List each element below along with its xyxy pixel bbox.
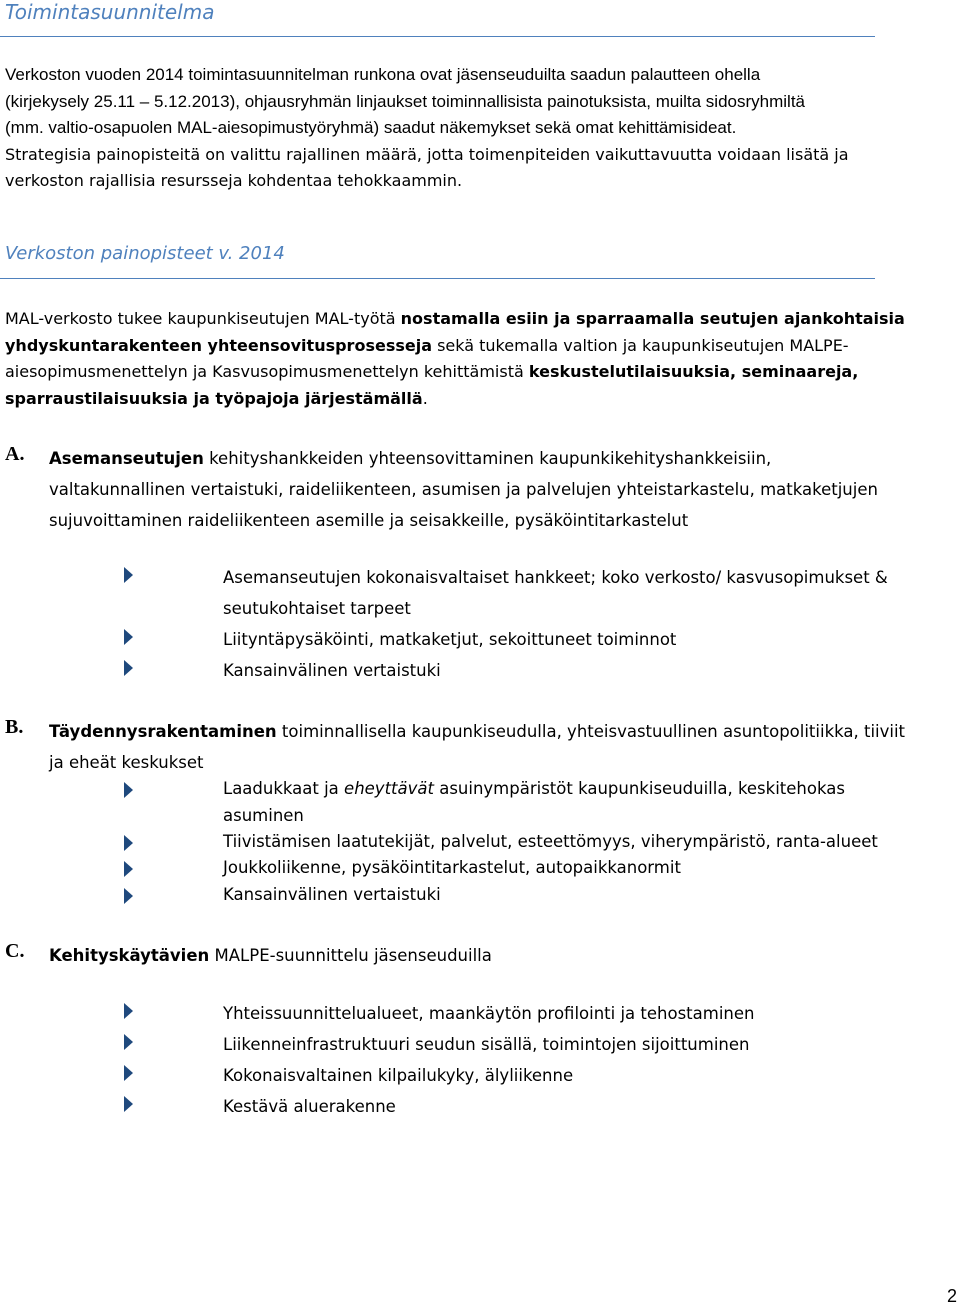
page-title: Toimintasuunnitelma xyxy=(5,0,215,24)
bullet-text: Kansainvälinen vertaistuki xyxy=(223,661,441,680)
mal-text: aiesopimusmenettelyn ja Kasvusopimusmenettelyn kehittämistä xyxy=(5,362,529,381)
mal-text: . xyxy=(422,388,428,408)
bullet-text: Asemanseutujen kokonaisvaltaiset hankkeet; koko verkosto/ kasvusopimukset & xyxy=(223,568,888,587)
arrow-bullet-icon xyxy=(124,660,133,676)
section-a-line: sujuvoittaminen raideliikenteen asemille ja seisakkeille, pysäköintitarkastelut xyxy=(49,511,689,530)
bullet-text: Kansainvälinen vertaistuki xyxy=(223,885,441,904)
section-b-letter: B. xyxy=(5,716,24,738)
section-heading: Verkoston painopisteet v. 2014 xyxy=(5,243,285,264)
arrow-bullet-icon xyxy=(124,835,133,851)
arrow-bullet-icon xyxy=(124,782,133,798)
heading-rule xyxy=(0,278,875,279)
arrow-bullet-icon xyxy=(124,1096,133,1112)
heading-rule xyxy=(0,36,875,37)
section-c-text xyxy=(49,940,954,971)
mal-paragraph xyxy=(5,306,955,412)
intro-line: Verkoston vuoden 2014 toimintasuunnitelman runkona ovat jäsenseuduilta saadun palautteen ohella xyxy=(5,65,761,84)
section-a-bold: Asemanseutujen xyxy=(49,449,204,468)
mal-bold-text: nostamalla esiin ja sparraamalla seutujen ajankohtaisia xyxy=(400,309,905,328)
intro-line: (kirjekysely 25.11 – 5.12.2013), ohjausryhmän linjaukset toiminnallisista painotuksista, muilta sidosryhmiltä xyxy=(5,91,806,111)
bullet-text: Joukkoliikenne, pysäköintitarkastelut, autopaikkanormit xyxy=(223,858,681,877)
arrow-bullet-icon xyxy=(124,888,133,904)
arrow-bullet-icon xyxy=(124,1003,133,1019)
bullet-text: asuminen xyxy=(223,805,304,825)
bullet-text: Kokonaisvaltainen kilpailukyky, älyliikenne xyxy=(223,1066,574,1085)
arrow-bullet-icon xyxy=(124,567,133,583)
page-number: 2 xyxy=(946,1286,957,1306)
mal-bold-text: sparraustilaisuuksia ja työpajoja järjestämällä xyxy=(5,388,423,408)
bullet-text: Tiivistämisen laatutekijät, palvelut, esteettömyys, viherympäristö, ranta-alueet xyxy=(223,832,878,851)
mal-bold-text: yhdyskuntarakenteen yhteensovitusprosesseja xyxy=(5,335,432,355)
section-a-line: kehityshankkeiden yhteensovittaminen kaupunkikehityshankkeisiin, xyxy=(203,449,772,468)
bullet-text: seutukohtaiset tarpeet xyxy=(223,599,411,618)
intro-paragraph xyxy=(5,62,955,195)
bullet-italic-text: eheyttävät xyxy=(344,779,434,798)
mal-text: MAL-verkosto tukee kaupunkiseutujen MAL-työtä xyxy=(5,309,401,328)
arrow-bullet-icon xyxy=(124,861,133,877)
intro-line: (mm. valtio-osapuolen MAL-aiesopimustyöryhmä) saadut näkemykset sekä omat kehittämisideat. xyxy=(5,118,737,137)
bullet-text: Liikenneinfrastruktuuri seudun sisällä, toimintojen sijoittuminen xyxy=(223,1035,750,1054)
section-a-line: valtakunnallinen vertaistuki, raideliikenteen, asumisen ja palvelujen yhteistarkastelu, matkaketjujen xyxy=(49,480,878,499)
arrow-bullet-icon xyxy=(124,629,133,645)
arrow-bullet-icon xyxy=(124,1065,133,1081)
section-c-letter: C. xyxy=(5,940,25,962)
section-b-line: toiminnallisella kaupunkiseudulla, yhteisvastuullinen asuntopolitiikka, tiiviit xyxy=(276,722,906,741)
section-b-bold: Täydennysrakentaminen xyxy=(49,722,277,741)
bullet-text: Laadukkaat ja xyxy=(223,779,345,798)
intro-line: Strategisia painopisteitä on valittu rajallinen määrä, jotta toimenpiteiden vaikuttavuutta voidaan lisätä ja xyxy=(5,144,849,164)
section-c-line: MALPE-suunnittelu jäsenseuduilla xyxy=(209,946,492,965)
arrow-bullet-icon xyxy=(124,1034,133,1050)
bullet-text: Liityntäpysäköinti, matkaketjut, sekoittuneet toiminnot xyxy=(223,630,677,649)
mal-bold-text: keskustelutilaisuuksia, seminaareja, xyxy=(528,362,859,381)
mal-text: sekä tukemalla valtion ja kaupunkiseutujen MALPE- xyxy=(432,335,849,355)
bullet-text: asuinympäristöt kaupunkiseuduilla, keskitehokas xyxy=(433,779,845,798)
bullet-text: Yhteissuunnittelualueet, maankäytön profilointi ja tehostaminen xyxy=(223,1004,755,1023)
intro-line: verkoston rajallisia resursseja kohdentaa tehokkaammin. xyxy=(5,171,463,190)
bullet-text: Kestävä aluerakenne xyxy=(223,1097,396,1116)
section-b-line: ja eheät keskukset xyxy=(49,753,204,772)
section-a-letter: A. xyxy=(5,443,25,465)
section-c-bold: Kehityskäytävien xyxy=(49,946,210,965)
section-b-text xyxy=(49,716,954,778)
section-a-text xyxy=(49,443,954,536)
